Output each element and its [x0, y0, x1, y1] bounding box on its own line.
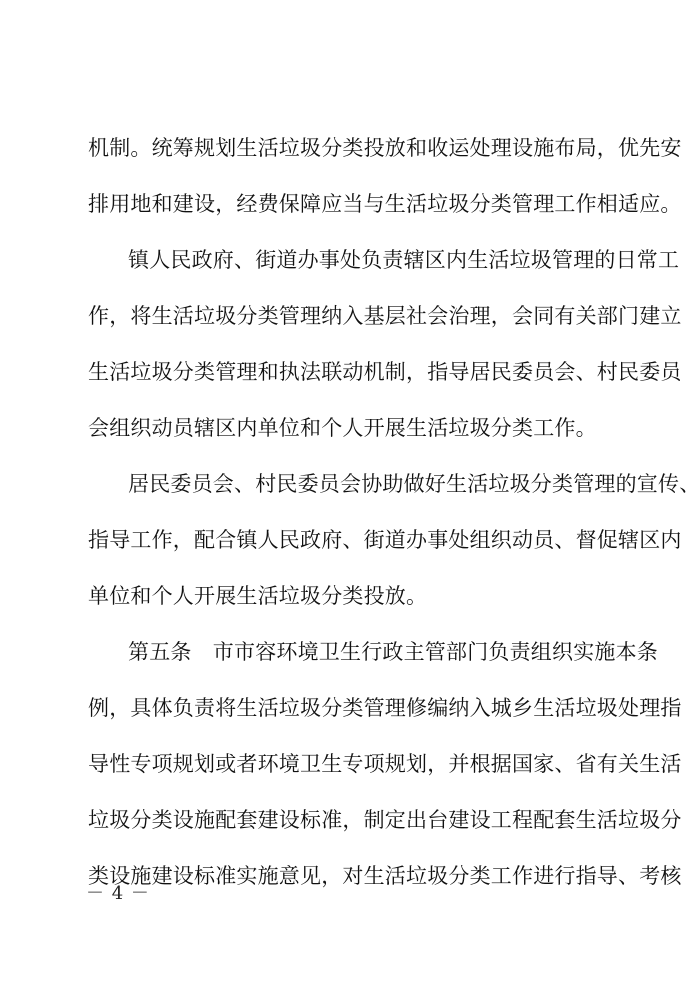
page-number: － 4 －	[86, 883, 150, 904]
text-line: 单位和个人开展生活垃圾分类投放。	[88, 584, 428, 608]
text-line: 垃圾分类设施配套建设标准，制定出台建设工程配套生活垃圾分	[88, 808, 682, 832]
text-line: 居民委员会、村民委员会协助做好生活垃圾分类管理的宣传、	[128, 472, 700, 496]
text-line: 指导工作，配合镇人民政府、街道办事处组织动员、督促辖区内	[88, 528, 682, 552]
text-line: 生活垃圾分类管理和执法联动机制，指导居民委员会、村民委员	[88, 360, 682, 384]
text-line: 导性专项规划或者环境卫生专项规划，并根据国家、省有关生活	[88, 752, 682, 776]
text-line: 排用地和建设，经费保障应当与生活垃圾分类管理工作相适应。	[88, 192, 682, 216]
text-line: 作，将生活垃圾分类管理纳入基层社会治理，会同有关部门建立	[88, 304, 682, 328]
text-line: 类设施建设标准实施意见，对生活垃圾分类工作进行指导、考核	[88, 864, 682, 888]
text-line: 例，具体负责将生活垃圾分类管理修编纳入城乡生活垃圾处理指	[88, 696, 682, 720]
text-line: 镇人民政府、街道办事处负责辖区内生活垃圾管理的日常工	[128, 248, 680, 272]
text-line: 机制。统筹规划生活垃圾分类投放和收运处理设施布局，优先安	[88, 136, 682, 160]
text-line: 第五条 市市容环境卫生行政主管部门负责组织实施本条	[128, 640, 658, 664]
text-line: 会组织动员辖区内单位和个人开展生活垃圾分类工作。	[88, 416, 597, 440]
